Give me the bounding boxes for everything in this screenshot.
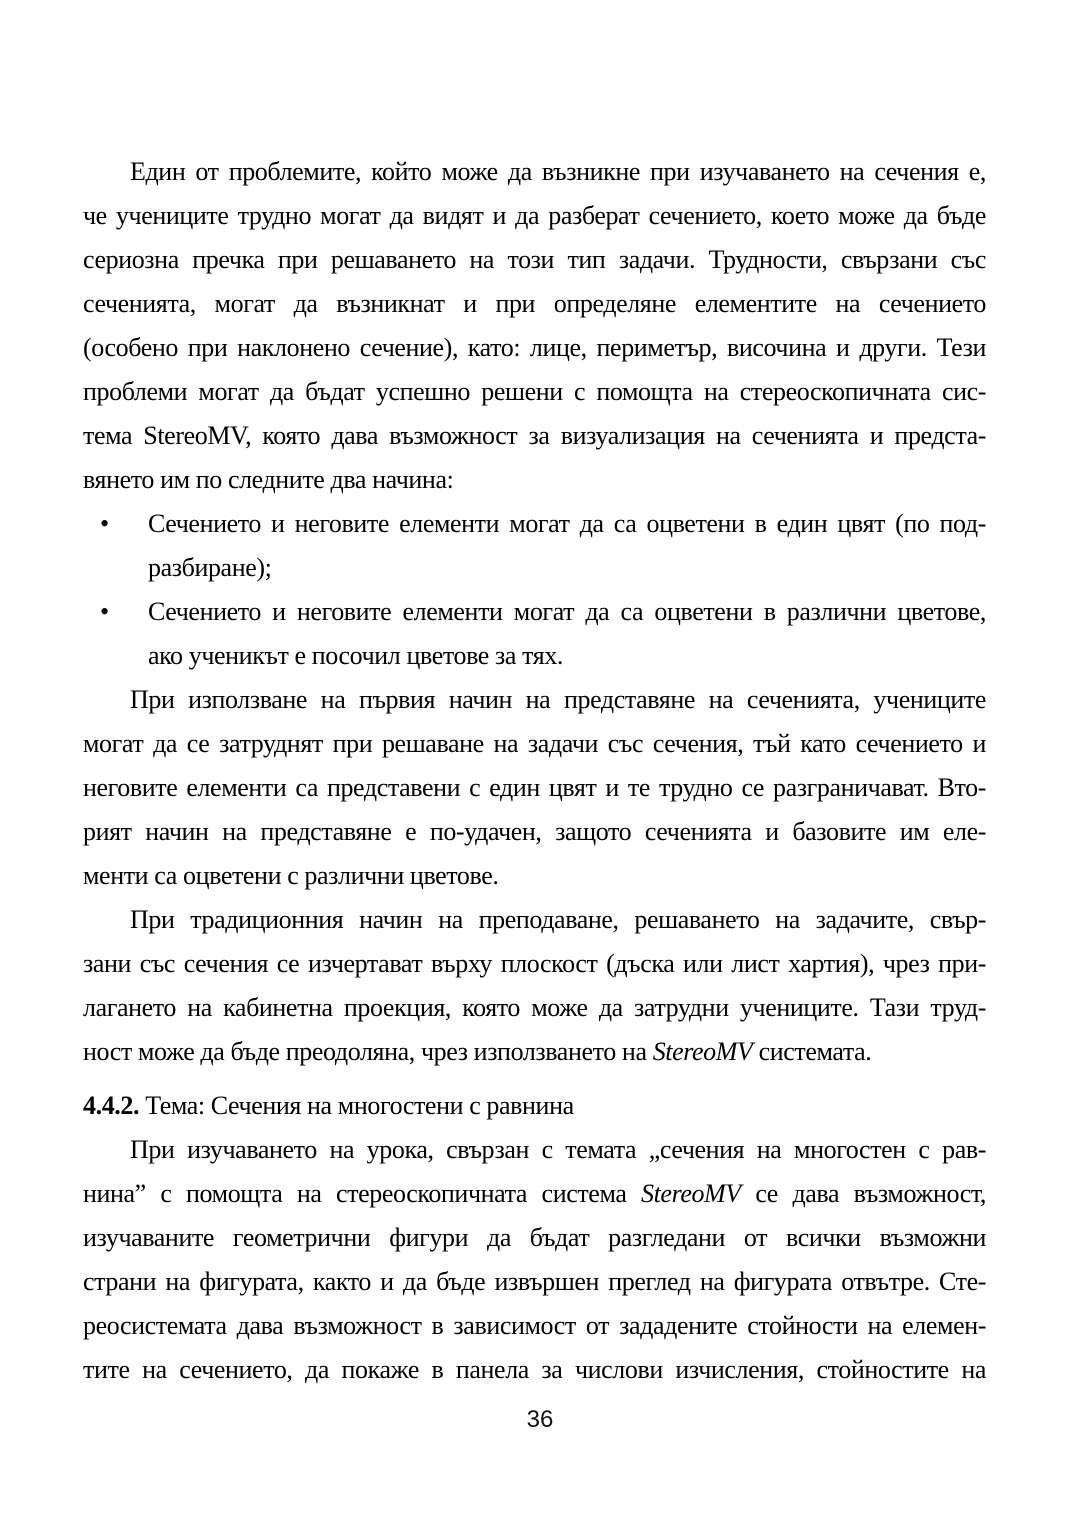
text-run: менти са оцветени с различни цветове. [83, 861, 499, 890]
text-run: рият начин на представяне е по-удачен, защото сеченията и базовите им еле- [83, 817, 986, 846]
bullet-icon: • [100, 509, 109, 538]
text-run: ност може да бъде преодоляна, чрез използването на [83, 1037, 653, 1066]
text-run: могат да се затруднят при решаване на задачи със сечения, тъй като сечението и [83, 729, 986, 758]
text-run: При изучаването на урока, свързан с темата „сечения на многостен с рав- [130, 1135, 986, 1164]
text-run: При използване на първия начин на представяне на сеченията, учениците [130, 685, 986, 714]
text-line [83, 282, 986, 326]
text-line [83, 194, 986, 238]
text-line [83, 1304, 986, 1348]
text-line [83, 590, 986, 634]
italic-text: StereoMV [652, 1037, 753, 1066]
text-line [83, 634, 986, 678]
text-line [83, 502, 986, 546]
text-run: Сечението и неговите елементи могат да са оцветени в един цвят (по под- [148, 509, 986, 538]
text-line [83, 1030, 986, 1074]
paragraph [83, 150, 986, 502]
text-run: (особено при наклонено сечение), като: лице, периметър, височина и други. Тези [83, 333, 986, 362]
text-line [83, 1260, 986, 1304]
page-number: 36 [526, 1406, 554, 1433]
text-line [83, 986, 986, 1030]
text-line [83, 458, 986, 502]
text-run: системата. [752, 1037, 872, 1066]
paragraph [83, 1128, 986, 1392]
text-line [83, 854, 986, 898]
text-run: реосистемата дава възможност в зависимост от зададените стойности на елемен- [83, 1311, 986, 1340]
paragraph [83, 898, 986, 1074]
text-run: че учениците трудно могат да видят и да разберат сечението, което може да бъде [83, 201, 986, 230]
text-line [83, 238, 986, 282]
text-line [83, 1216, 986, 1260]
text-run: Един от проблемите, който може да възникне при изучаването на сечения е, [130, 157, 986, 186]
text-run: тите на сечението, да покаже в панела за числови изчисления, стойностите на [83, 1355, 986, 1384]
document-body [83, 150, 986, 1392]
text-run: проблеми могат да бъдат успешно решени с помощта на стереоскопичната сис- [83, 377, 986, 406]
text-line [83, 370, 986, 414]
text-line [83, 1084, 986, 1128]
text-run: тема StereoMV, която дава възможност за визуализация на сеченията и предста- [83, 421, 986, 450]
text-run: ако ученикът е посочил цветове за тях. [148, 641, 564, 670]
text-line [83, 414, 986, 458]
italic-text: StereoMV [641, 1179, 741, 1208]
text-run: Тема: Сечения на многостени с равнина [139, 1091, 574, 1120]
text-run: се дава възможност, [740, 1179, 986, 1208]
text-run: нина” с помощта на стереоскопичната система [83, 1179, 641, 1208]
text-line [83, 326, 986, 370]
text-run: изучаваните геометрични фигури да бъдат разгледани от всички възможни [83, 1223, 986, 1252]
text-run: зани със сечения се изчертават върху плоскост (дъска или лист хартия), чрез при- [83, 949, 986, 978]
text-line [83, 150, 986, 194]
text-run: лагането на кабинетна проекция, която може да затрудни учениците. Тази труд- [83, 993, 986, 1022]
bullet-item [83, 590, 986, 678]
text-run: сеченията, могат да възникнат и при определяне елементите на сечението [83, 289, 986, 318]
text-line [83, 810, 986, 854]
bullet-icon: • [100, 597, 109, 626]
text-run: Сечението и неговите елементи могат да са оцветени в различни цветове, [148, 597, 986, 626]
bold-text: 4.4.2. [83, 1091, 140, 1120]
paragraph [83, 678, 986, 898]
section-heading [83, 1084, 986, 1128]
text-run: сериозна пречка при решаването на този тип задачи. Трудности, свързани със [83, 245, 986, 274]
text-line [83, 1172, 986, 1216]
text-line [83, 546, 986, 590]
text-run: неговите елементи са представени с един цвят и те трудно се разграничават. Вто- [83, 773, 986, 802]
text-line [83, 1348, 986, 1392]
text-run: При традиционния начин на преподаване, решаването на задачите, свър- [130, 905, 986, 934]
text-line [83, 1128, 986, 1172]
text-line [83, 766, 986, 810]
text-line [83, 898, 986, 942]
text-run: страни на фигурата, както и да бъде извършен преглед на фигурата отвътре. Сте- [83, 1267, 986, 1296]
bullet-item [83, 502, 986, 590]
text-line [83, 678, 986, 722]
text-line [83, 722, 986, 766]
text-line [83, 942, 986, 986]
text-run: разбиране); [148, 553, 272, 582]
text-run: вянето им по следните два начина: [83, 465, 454, 494]
